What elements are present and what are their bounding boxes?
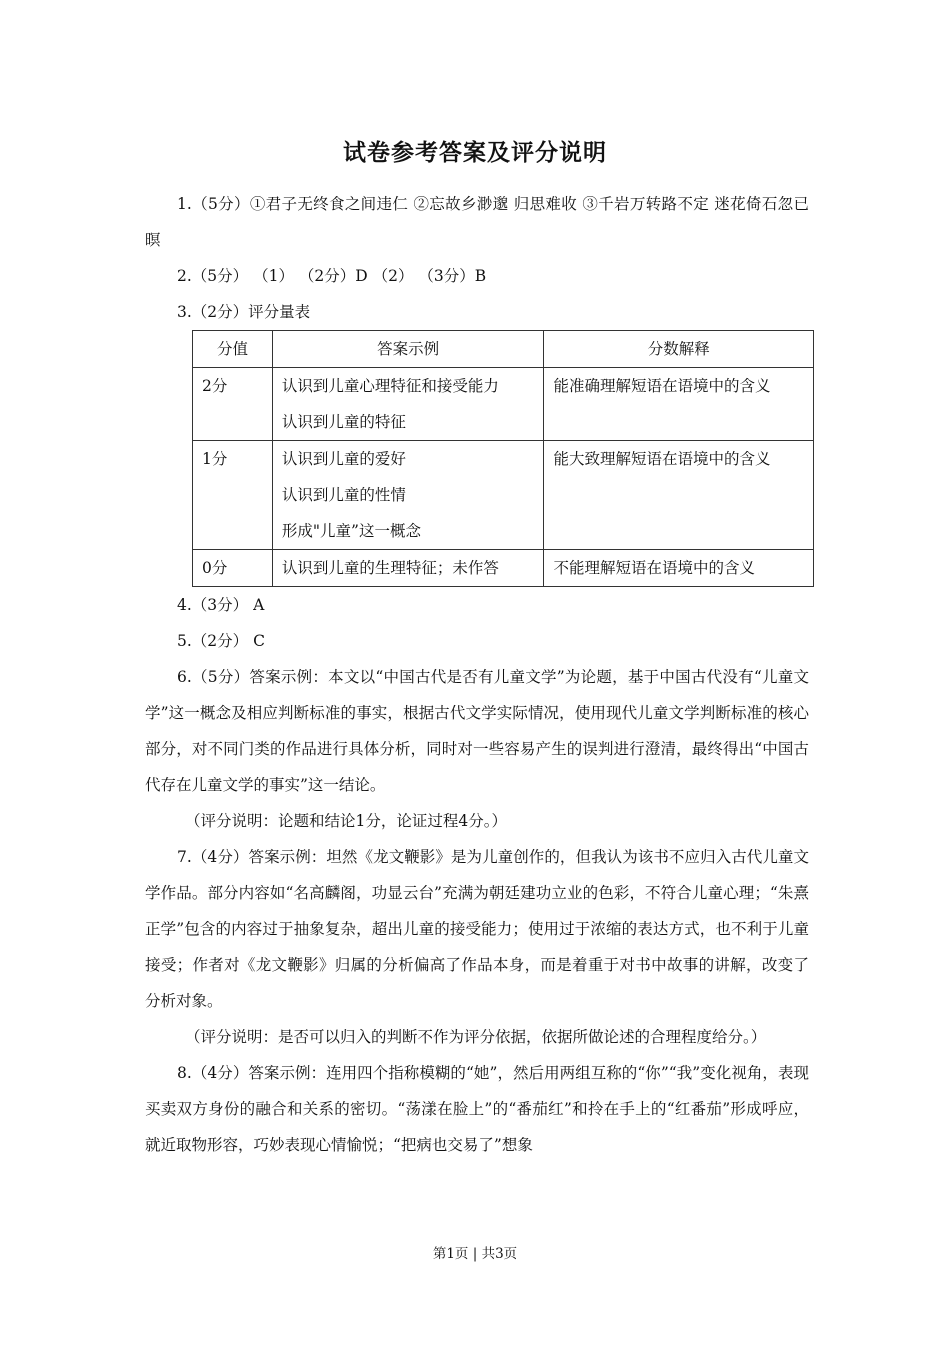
scoring-note-q7: （评分说明：是否可以归入的判断不作为评分依据，依据所做论述的合理程度给分。）: [185, 1028, 767, 1046]
rubric-row: [193, 441, 814, 550]
answer-q1: 1.（5分）①君子无终食之间违仁 ②忘故乡渺邈 归思难收 ③千岩万转路不定 迷花倚石忽已暝: [145, 195, 809, 249]
answer-q7: 7.（4分）答案示例：坦然《龙文鞭影》是为儿童创作的，但我认为该书不应归入古代儿童文学作品。部分内容如“名高麟阁，功显云台”充满为朝廷建功立业的色彩，不符合儿童心理；“朱熹正学”包含的内容过于抽象复杂，超出儿童的接受能力；使用过于浓缩的表达方式，也不利于儿童接受；作者对《龙文鞭影》归属的分析偏高了作品本身，而是着重于对书中故事的讲解，改变了分析对象。: [145, 848, 809, 1010]
rubric-row: [193, 550, 814, 587]
rubric-answer-line: 认识到儿童的性情: [281, 486, 406, 504]
rubric-answer-line: 形成"儿童”这一概念: [281, 522, 421, 540]
rubric-header-score: 分值: [193, 331, 273, 368]
rubric-answer-line: 认识到儿童的生理特征；未作答: [281, 559, 499, 577]
rubric-score: 1分: [193, 441, 273, 550]
rubric-answer-line: 认识到儿童的爱好: [281, 450, 406, 468]
rubric-explain: 能大致理解短语在语境中的含义: [544, 441, 814, 550]
rubric-answer: [272, 550, 544, 587]
rubric-header-row: [193, 331, 814, 368]
rubric-header-explain: 分数解释: [544, 331, 814, 368]
rubric-table: [192, 330, 814, 587]
scoring-note-q6: （评分说明：论题和结论1分，论证过程4分。）: [185, 812, 507, 830]
answer-q2: 2.（5分） （1） （2分）D （2） （3分）B: [177, 267, 487, 285]
answer-content: [145, 186, 809, 1163]
page-title: 试卷参考答案及评分说明: [343, 139, 607, 166]
answer-q3: 3.（2分）评分量表: [177, 303, 311, 321]
rubric-answer-line: 认识到儿童心理特征和接受能力: [281, 377, 499, 395]
answer-q4: 4.（3分） A: [177, 596, 265, 614]
rubric-answer-line: 认识到儿童的特征: [281, 413, 406, 431]
rubric-header-answer: 答案示例: [272, 331, 544, 368]
rubric-score: 0分: [193, 550, 273, 587]
page-footer: 第1页 | 共3页: [432, 1246, 518, 1262]
answer-q5: 5.（2分） C: [177, 632, 265, 650]
rubric-explain: 不能理解短语在语境中的含义: [544, 550, 814, 587]
rubric-explain: 能准确理解短语在语境中的含义: [544, 368, 814, 441]
rubric-answer: [272, 441, 544, 550]
answer-q6: 6.（5分）答案示例：本文以“中国古代是否有儿童文学”为论题，基于中国古代没有“儿童文学”这一概念及相应判断标准的事实，根据古代文学实际情况，使用现代儿童文学判断标准的核心部分，对不同门类的作品进行具体分析，同时对一些容易产生的误判进行澄清，最终得出“中国古代存在儿童文学的事实”这一结论。: [145, 668, 809, 794]
rubric-row: [193, 368, 814, 441]
rubric-answer: [272, 368, 544, 441]
rubric-score: 2分: [193, 368, 273, 441]
answer-q8: 8.（4分）答案示例：连用四个指称模糊的“她”，然后用两组互称的“你”“我”变化视角，表现买卖双方身份的融合和关系的密切。“荡漾在脸上”的“番茄红”和拎在手上的“红番茄”形成呼应，就近取物形容，巧妙表现心情愉悦；“把病也交易了”想象: [145, 1064, 809, 1154]
